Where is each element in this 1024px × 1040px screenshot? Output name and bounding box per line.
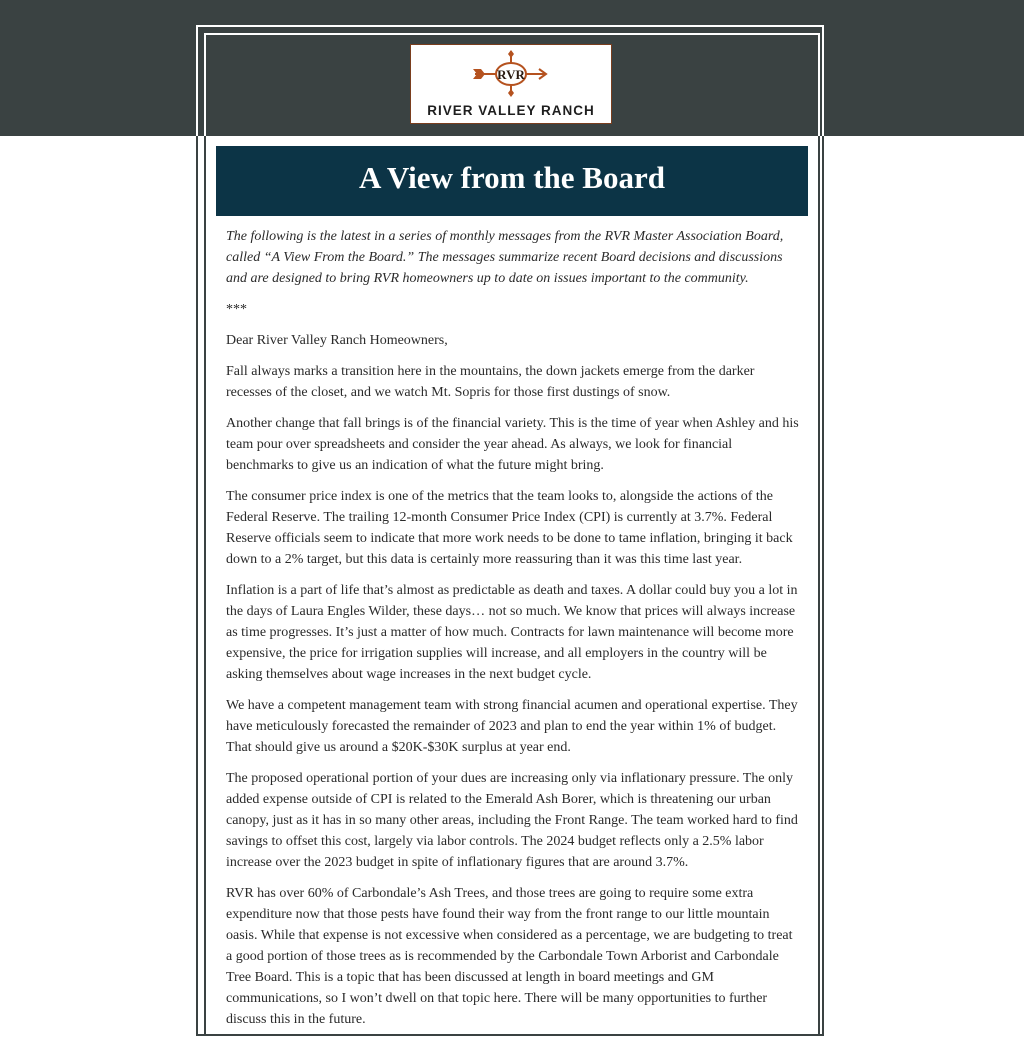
page-title: A View from the Board (216, 146, 808, 216)
paragraph: We have a competent management team with strong financial acumen and operational expertise. They have meticulously forecasted the remainder of 2023 and plan to end the year within 1% of budget. That should give us around a $20K-$30K surplus at year end. (226, 698, 798, 755)
paragraph: Inflation is a part of life that’s almost as predictable as death and taxes. A dollar could buy you a lot in the days of Laura Engles Wilder, these days… not so much. We know that prices will always increase as time progresses. It’s just a matter of how much. Contracts for lawn maintenance will become more expensive, the price for irrigation supplies will increase, and all employers in the country will be asking themselves about wage increases in the next budget cycle. (226, 583, 798, 682)
paragraph: The proposed operational portion of your dues are increasing only via inflationary pressure. The only added expense outside of CPI is related to the Emerald Ash Borer, which is threatening our urban canopy, just as it has in so many other areas, including the Front Range. The team worked hard to find savings to offset this cost, largely via labor controls. The 2024 budget reflects only a 2.5% labor increase over the 2023 budget in spite of inflationary figures that are around 3.7%. (226, 771, 798, 870)
paragraph: RVR has over 60% of Carbondale’s Ash Trees, and those trees are going to require some extra expenditure now that those pests have found their way from the front range to our little mountain oasis. While that expense is not excessive when considered as a percentage, we are budgeting to treat a good portion of those trees as is recommended by the Carbondale Town Arborist and Carbondale Tree Board. This is a topic that has been discussed at length in board meetings and GM communications, so I won’t dwell on that topic here. There will be many opportunities to further discuss this in the future. (226, 886, 793, 1027)
intro-paragraph: The following is the latest in a series of monthly messages from the RVR Master Association Board, called “A View From the Board.” The messages summarize recent Board decisions and discussions and are designed to bring RVR homeowners up to date on issues important to the community. (226, 229, 784, 286)
letter-body (226, 226, 802, 1040)
greeting: Dear River Valley Ranch Homeowners, (226, 333, 448, 348)
separator: *** (226, 302, 247, 317)
logo-text: RIVER VALLEY RANCH (427, 103, 595, 118)
logo-monogram: RVR (497, 67, 525, 82)
arrow-compass-icon (471, 49, 551, 99)
paragraph: Fall always marks a transition here in the mountains, the down jackets emerge from the darker recesses of the closet, and we watch Mt. Sopris for those first dustings of snow. (226, 364, 755, 400)
paragraph: The consumer price index is one of the metrics that the team looks to, alongside the actions of the Federal Reserve. The trailing 12-month Consumer Price Index (CPI) is currently at 3.7%. Federal Reserve officials seem to indicate that more work needs to be done to tame inflation, bringing it back down to a 2% target, but this data is certainly more reassuring than it was this time last year. (226, 489, 793, 567)
paragraph: Another change that fall brings is of the financial variety. This is the time of year when Ashley and his team pour over spreadsheets and consider the year ahead. As always, we look for financial benchmarks to give us an indication of what the future might bring. (226, 416, 799, 473)
rvr-logo[interactable] (410, 44, 612, 124)
